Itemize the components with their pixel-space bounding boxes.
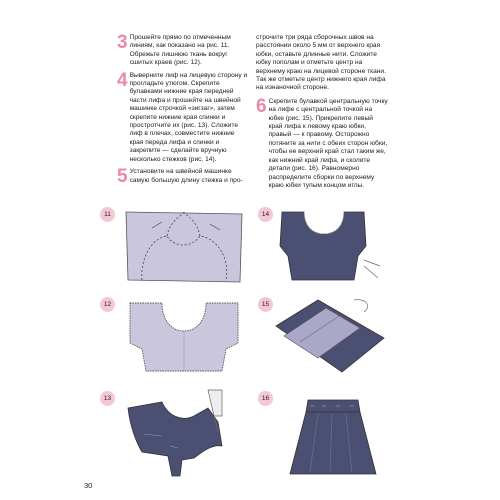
figure-12-bodice-trimmed	[122, 297, 247, 377]
figure-badge-11: 11	[100, 207, 115, 222]
figure-15-bodice-pinned-to-skirt	[270, 292, 390, 384]
figure-badge-13: 13	[100, 391, 115, 406]
page-number: 30	[84, 481, 93, 490]
figure-13-bodice-zigzag-sewing	[122, 386, 247, 478]
step-4-text: Выверните лиф на лицевую сторону и прогладьте утюгом. Скрепите булавками нижние края передней части лифа и прошейте на швейной машинке строчкой «зигзаг», затем скрепите нижние края спинки и простротчите их (рис. 13). Сложите лиф в плечах, совместите нижние края переда лифа и спинки и закрепите — сделайте вручную несколько стежков (рис. 14).	[129, 71, 248, 163]
step-number-5: 5	[117, 166, 128, 188]
step-number-3: 3	[117, 32, 128, 53]
figure-badge-16: 16	[258, 391, 273, 406]
step-5-continued: строчите три ряда сборочных швов на расстоянии около 5 мм от верхнего края юбки, оставьте длинные нити. Сложите юбку пополам и отметьте центр на верхнему краю на лицевой стороне ткани. Так же отметьте центр нижнего края лифа на изнаночной стороне.	[256, 34, 386, 92]
figure-14-bodice-folded	[278, 208, 388, 288]
step-5	[117, 166, 250, 188]
step-number-6: 6	[256, 95, 267, 117]
figure-16-gathered-skirt-assembled	[278, 394, 388, 480]
step-3	[117, 34, 250, 68]
figure-11-bodice-pattern-stitched	[122, 208, 247, 288]
step-number-4: 4	[117, 69, 128, 91]
step-3-text: Прошейте прямо по отмеченным линиям, как показано на рис. 11. Обрежьте лишнюю ткань вокруг сшитых краев (рис. 12).	[129, 34, 231, 67]
text-column-left	[117, 32, 250, 188]
step-5-text: Установите на швейной машинке самую большую длину стежка и про-	[129, 168, 243, 184]
step-6-text: Скрепите булавкой центральную точку на лифе с центральной точкой на юбке (рис. 15). Прикрепите левый край лифа к левому краю юбки, правый — к правому. Осторожно потяните за нити с обеих сторон юбки, чтобы ее верхний край стал таким же, как нижний край лифа, и сколите детали (рис. 16). Равномерно распределите сборки по верхнему краю юбки тупым концом иглы.	[268, 97, 388, 189]
figure-badge-12: 12	[100, 297, 115, 312]
figure-badge-15: 15	[258, 297, 273, 312]
figure-badge-14: 14	[258, 207, 273, 222]
step-6	[256, 95, 388, 190]
step-4	[117, 69, 250, 164]
text-column-right	[256, 34, 388, 190]
